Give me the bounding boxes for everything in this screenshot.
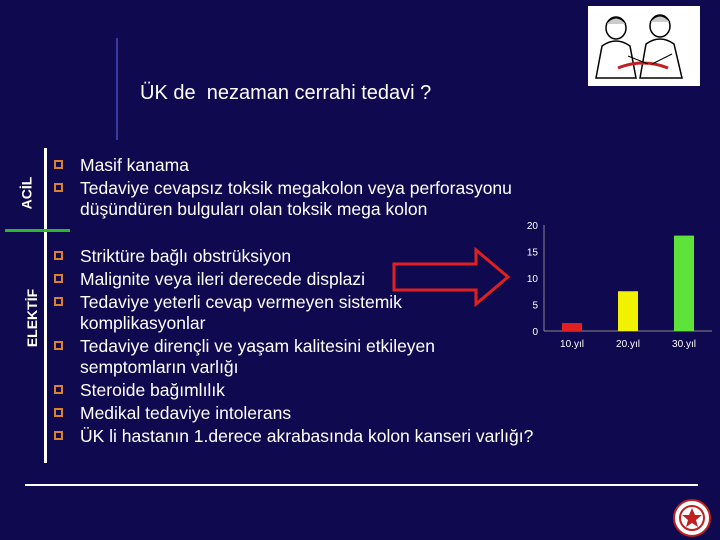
checkbox-bullet-icon	[54, 183, 63, 192]
list-item-text: Tedaviye dirençli ve yaşam kalitesini etkileyen semptomların varlığı	[80, 336, 436, 377]
y-tick-label: 20	[526, 221, 538, 232]
list-item-text: Medikal tedaviye intolerans	[80, 403, 292, 423]
checkbox-bullet-icon	[54, 431, 63, 440]
x-tick-label: 30.yıl	[672, 339, 696, 350]
checkbox-bullet-icon	[54, 385, 63, 394]
x-tick-label: 10.yıl	[560, 339, 584, 350]
checkbox-bullet-icon	[54, 251, 63, 260]
list-item	[52, 155, 592, 176]
footer-divider	[25, 484, 698, 486]
page-title: ÜK de nezaman cerrahi tedavi ?	[140, 82, 432, 104]
checkbox-bullet-icon	[54, 341, 63, 350]
y-tick-label: 15	[526, 247, 538, 259]
checkbox-bullet-icon	[54, 274, 63, 283]
bar-chart	[500, 215, 715, 355]
checkbox-bullet-icon	[54, 408, 63, 417]
list-item-text: Striktüre bağlı obstrüksiyon	[80, 246, 292, 266]
x-tick-label: 20.yıl	[616, 339, 640, 350]
list-item	[52, 178, 592, 220]
list-item-text: ÜK li hastanın 1.derece akrabasında kolon kanseri varlığı?	[80, 426, 534, 446]
acil-list	[52, 155, 592, 222]
y-tick-label: 0	[532, 327, 538, 338]
divider-vertical	[116, 38, 118, 140]
bar	[562, 323, 582, 331]
y-tick-label: 5	[532, 300, 538, 312]
surgeons-clipart	[588, 6, 700, 86]
list-item-text: Masif kanama	[80, 155, 189, 175]
list-item	[52, 380, 532, 401]
acil-label: ACİL	[18, 176, 35, 210]
list-item	[52, 426, 580, 447]
bar	[618, 291, 638, 331]
right-arrow-icon	[392, 246, 512, 308]
list-item	[52, 336, 532, 378]
checkbox-bullet-icon	[54, 297, 63, 306]
elektif-label: ELEKTİF	[24, 288, 41, 348]
list-item-text: Steroide bağımlılık	[80, 380, 225, 400]
list-item-text: Tedaviye yeterli cevap vermeyen sistemik komplikasyonlar	[80, 292, 402, 333]
y-tick-label: 10	[526, 274, 538, 285]
list-item	[52, 403, 532, 424]
section-divider	[5, 229, 70, 232]
list-item-text: Malignite veya ileri derecede displazi	[80, 269, 366, 289]
bar	[674, 236, 694, 331]
institution-logo-icon	[672, 498, 712, 538]
list-item-text: Tedaviye cevapsız toksik megakolon veya perforasyonu düşündüren bulguları olan toksik mega kolon	[80, 178, 512, 219]
sidebar-line	[44, 148, 47, 463]
checkbox-bullet-icon	[54, 160, 63, 169]
